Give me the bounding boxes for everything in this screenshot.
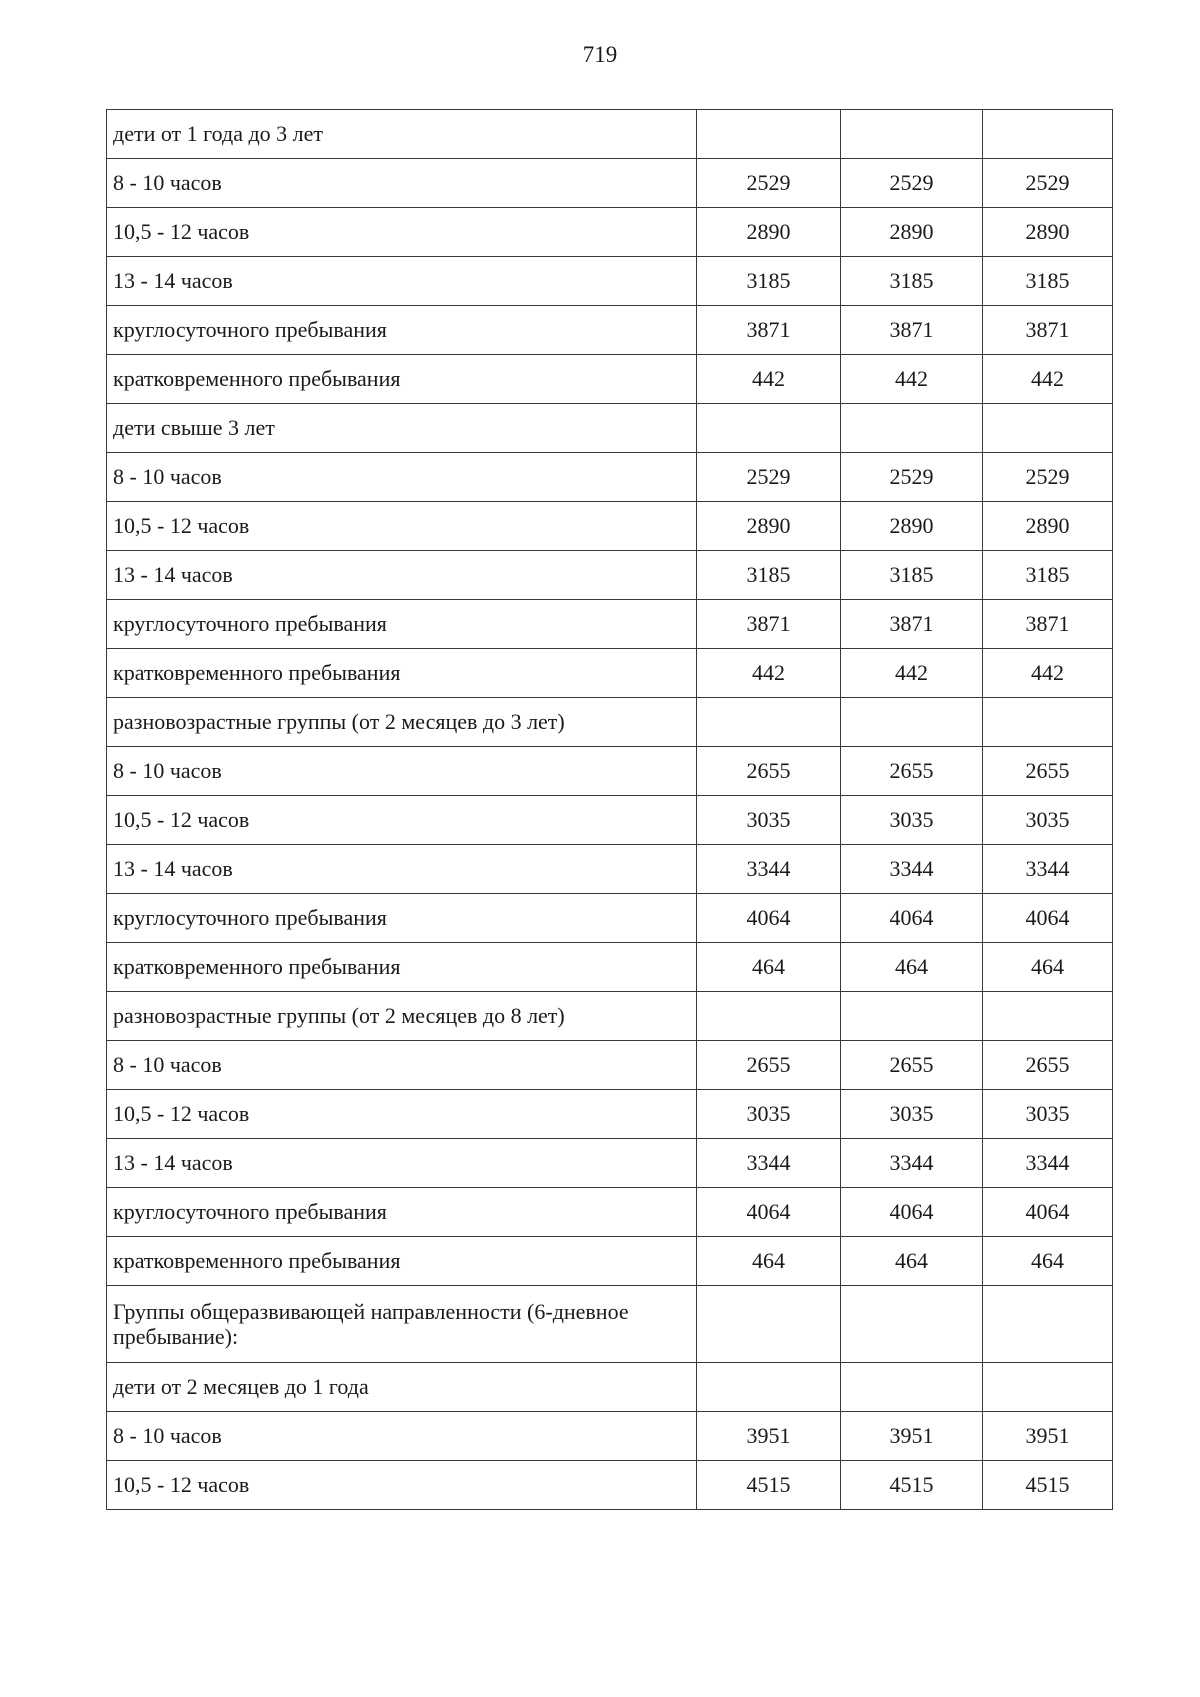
value-cell-2 [841,1286,983,1363]
row-label: 10,5 - 12 часов [107,502,697,551]
value-cell-1 [697,110,841,159]
table-row [107,1237,1113,1286]
row-label: круглосуточного пребывания [107,600,697,649]
table-row [107,943,1113,992]
row-label: круглосуточного пребывания [107,1188,697,1237]
value-cell-1: 2529 [697,159,841,208]
table-row [107,600,1113,649]
value-cell-3: 3185 [983,551,1113,600]
row-label: 10,5 - 12 часов [107,1461,697,1510]
table-row [107,306,1113,355]
value-cell-1: 2890 [697,208,841,257]
value-cell-1 [697,1363,841,1412]
value-cell-1 [697,992,841,1041]
value-cell-3: 3185 [983,257,1113,306]
value-cell-2: 3344 [841,845,983,894]
row-label: 8 - 10 часов [107,1412,697,1461]
table-row [107,110,1113,159]
table-row [107,404,1113,453]
value-cell-2: 464 [841,943,983,992]
value-cell-1: 3871 [697,600,841,649]
value-cell-1: 2890 [697,502,841,551]
row-label: 10,5 - 12 часов [107,796,697,845]
table-row [107,1139,1113,1188]
row-label: 13 - 14 часов [107,845,697,894]
value-cell-2 [841,1363,983,1412]
value-cell-2: 3035 [841,796,983,845]
value-cell-1: 4064 [697,894,841,943]
row-label: 8 - 10 часов [107,453,697,502]
value-cell-3: 2655 [983,1041,1113,1090]
value-cell-2: 442 [841,649,983,698]
value-cell-3: 464 [983,1237,1113,1286]
value-cell-1: 4064 [697,1188,841,1237]
row-label: Группы общеразвивающей направленности (6-дневное пребывание): [107,1286,697,1363]
value-cell-3: 4064 [983,1188,1113,1237]
value-cell-2: 2655 [841,1041,983,1090]
value-cell-3 [983,698,1113,747]
value-cell-3: 464 [983,943,1113,992]
value-cell-1: 2529 [697,453,841,502]
value-cell-3: 4064 [983,894,1113,943]
table-row [107,1286,1113,1363]
value-cell-1: 3951 [697,1412,841,1461]
table-row [107,1461,1113,1510]
value-cell-2 [841,698,983,747]
table-row [107,649,1113,698]
table-row [107,1090,1113,1139]
value-cell-2: 2890 [841,208,983,257]
table-row [107,355,1113,404]
value-cell-1: 3035 [697,1090,841,1139]
tariff-table [106,109,1113,1510]
value-cell-1 [697,404,841,453]
value-cell-2: 464 [841,1237,983,1286]
value-cell-1: 3871 [697,306,841,355]
value-cell-1: 3185 [697,551,841,600]
row-label: дети свыше 3 лет [107,404,697,453]
table-row [107,1363,1113,1412]
row-label: разновозрастные группы (от 2 месяцев до 8 лет) [107,992,697,1041]
value-cell-1: 2655 [697,1041,841,1090]
row-label: кратковременного пребывания [107,1237,697,1286]
value-cell-2: 2890 [841,502,983,551]
value-cell-3: 2655 [983,747,1113,796]
value-cell-3 [983,404,1113,453]
value-cell-3 [983,110,1113,159]
table-row [107,159,1113,208]
value-cell-3: 4515 [983,1461,1113,1510]
value-cell-3 [983,1286,1113,1363]
value-cell-3: 3344 [983,1139,1113,1188]
value-cell-1: 3344 [697,1139,841,1188]
value-cell-3 [983,1363,1113,1412]
table-row [107,1412,1113,1461]
value-cell-2: 442 [841,355,983,404]
value-cell-1: 442 [697,649,841,698]
value-cell-2: 3344 [841,1139,983,1188]
table-row [107,894,1113,943]
value-cell-3: 3871 [983,306,1113,355]
value-cell-2: 2529 [841,453,983,502]
value-cell-3: 2529 [983,453,1113,502]
table-row [107,747,1113,796]
value-cell-1: 442 [697,355,841,404]
table-row [107,992,1113,1041]
table-row [107,796,1113,845]
row-label: 13 - 14 часов [107,257,697,306]
table-row [107,698,1113,747]
row-label: разновозрастные группы (от 2 месяцев до 3 лет) [107,698,697,747]
table-row [107,551,1113,600]
row-label: 8 - 10 часов [107,1041,697,1090]
value-cell-2: 3035 [841,1090,983,1139]
value-cell-2: 3951 [841,1412,983,1461]
value-cell-1: 464 [697,943,841,992]
value-cell-2: 3871 [841,600,983,649]
value-cell-1: 3035 [697,796,841,845]
row-label: 8 - 10 часов [107,159,697,208]
value-cell-3: 3871 [983,600,1113,649]
value-cell-3: 3035 [983,796,1113,845]
value-cell-1 [697,698,841,747]
value-cell-2: 2529 [841,159,983,208]
value-cell-1: 4515 [697,1461,841,1510]
row-label: 13 - 14 часов [107,551,697,600]
table-row [107,453,1113,502]
page-number: 719 [582,42,618,67]
row-label: кратковременного пребывания [107,649,697,698]
value-cell-3 [983,992,1113,1041]
row-label: кратковременного пребывания [107,355,697,404]
table-row [107,257,1113,306]
row-label: круглосуточного пребывания [107,306,697,355]
row-label: дети от 2 месяцев до 1 года [107,1363,697,1412]
value-cell-2 [841,404,983,453]
table-row [107,845,1113,894]
table-row [107,1041,1113,1090]
row-label: кратковременного пребывания [107,943,697,992]
table-row [107,1188,1113,1237]
value-cell-3: 3344 [983,845,1113,894]
value-cell-1: 2655 [697,747,841,796]
table-row [107,502,1113,551]
value-cell-2: 3871 [841,306,983,355]
row-label: круглосуточного пребывания [107,894,697,943]
value-cell-1 [697,1286,841,1363]
value-cell-2 [841,992,983,1041]
value-cell-1: 3185 [697,257,841,306]
value-cell-3: 2890 [983,208,1113,257]
row-label: 8 - 10 часов [107,747,697,796]
row-label: 10,5 - 12 часов [107,1090,697,1139]
value-cell-3: 2890 [983,502,1113,551]
value-cell-2: 4515 [841,1461,983,1510]
row-label: 13 - 14 часов [107,1139,697,1188]
value-cell-2: 3185 [841,257,983,306]
value-cell-3: 2529 [983,159,1113,208]
value-cell-1: 3344 [697,845,841,894]
value-cell-1: 464 [697,1237,841,1286]
value-cell-2: 3185 [841,551,983,600]
value-cell-2: 2655 [841,747,983,796]
value-cell-2 [841,110,983,159]
row-label: дети от 1 года до 3 лет [107,110,697,159]
value-cell-2: 4064 [841,894,983,943]
table-row [107,208,1113,257]
value-cell-3: 442 [983,649,1113,698]
value-cell-2: 4064 [841,1188,983,1237]
value-cell-3: 442 [983,355,1113,404]
value-cell-3: 3035 [983,1090,1113,1139]
value-cell-3: 3951 [983,1412,1113,1461]
row-label: 10,5 - 12 часов [107,208,697,257]
